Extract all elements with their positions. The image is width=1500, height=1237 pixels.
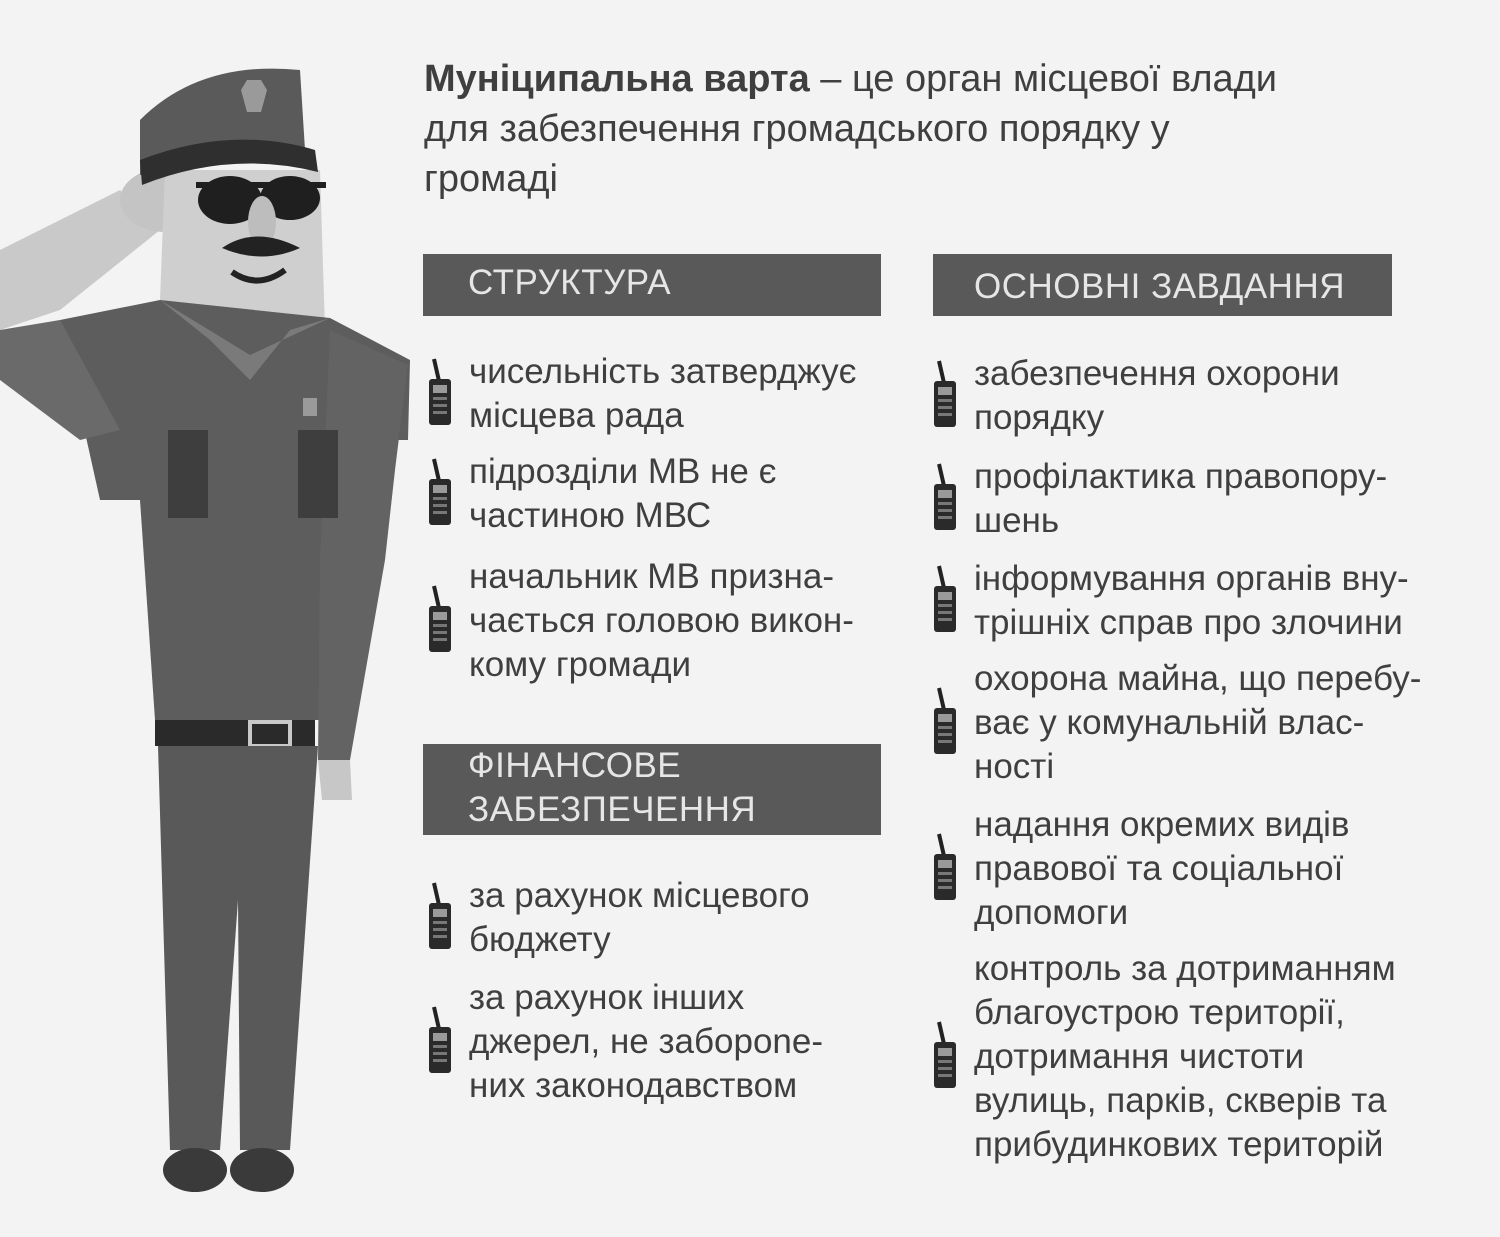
walkie-talkie-icon [930,462,960,547]
structure-header: СТРУКТУРА [423,254,881,316]
finance-header: ФІНАНСОВЕ ЗАБЕЗПЕЧЕННЯ [423,744,881,835]
structure-item-text: начальник МВ призна- чається головою викон- кому громади [469,557,854,684]
structure-item [423,555,854,687]
tasks-item [928,803,1350,935]
walkie-talkie-icon [930,686,960,771]
tasks-item-text: інформування органів вну- трішніх справ про злочини [974,559,1409,642]
tasks-item-text: забезпечення охорони порядку [974,354,1340,437]
tasks-item [928,557,1409,645]
intro-bold: Муніципальна варта [424,58,810,100]
structure-item [423,350,857,438]
walkie-talkie-icon [930,832,960,917]
tasks-header: ОСНОВНІ ЗАВДАННЯ [933,254,1392,316]
tasks-item [928,352,1340,440]
walkie-talkie-icon [425,1005,455,1090]
walkie-talkie-icon [930,359,960,444]
intro-rest: – це орган місцевої влади для забезпечення громадського порядку у громаді [424,58,1278,200]
intro-heading [424,54,1424,204]
finance-item-text: за рахунок місцевого бюджету [469,876,810,959]
finance-item-text: за рахунок інших джерел, не заборone- них законодавством [469,978,823,1105]
tasks-item [928,455,1387,543]
walkie-talkie-icon [930,1020,960,1105]
walkie-talkie-icon [425,457,455,542]
structure-item-text: чисельність затверджує місцева рада [469,352,857,435]
walkie-talkie-icon [425,357,455,442]
tasks-item-text: охорона майна, що перебу- ває у комунальній влас- ності [974,659,1422,786]
tasks-item-text: контроль за дотриманням благоустрою території, дотримання чистоти вулиць, парків, скверів та прибудинкових територій [974,949,1396,1164]
tasks-item [928,947,1396,1167]
finance-item [423,976,823,1108]
walkie-talkie-icon [930,564,960,649]
structure-item-text: підрозділи МВ не є частиною МВС [469,452,777,535]
police-officer-illustration [0,0,420,1237]
tasks-item-text: надання окремих видів правової та соціальної допомоги [974,805,1350,932]
structure-item [423,450,776,538]
tasks-item [928,657,1421,789]
walkie-talkie-icon [425,584,455,669]
walkie-talkie-icon [425,881,455,966]
finance-item [423,874,810,962]
tasks-item-text: профілактика правопору- шень [974,457,1388,540]
